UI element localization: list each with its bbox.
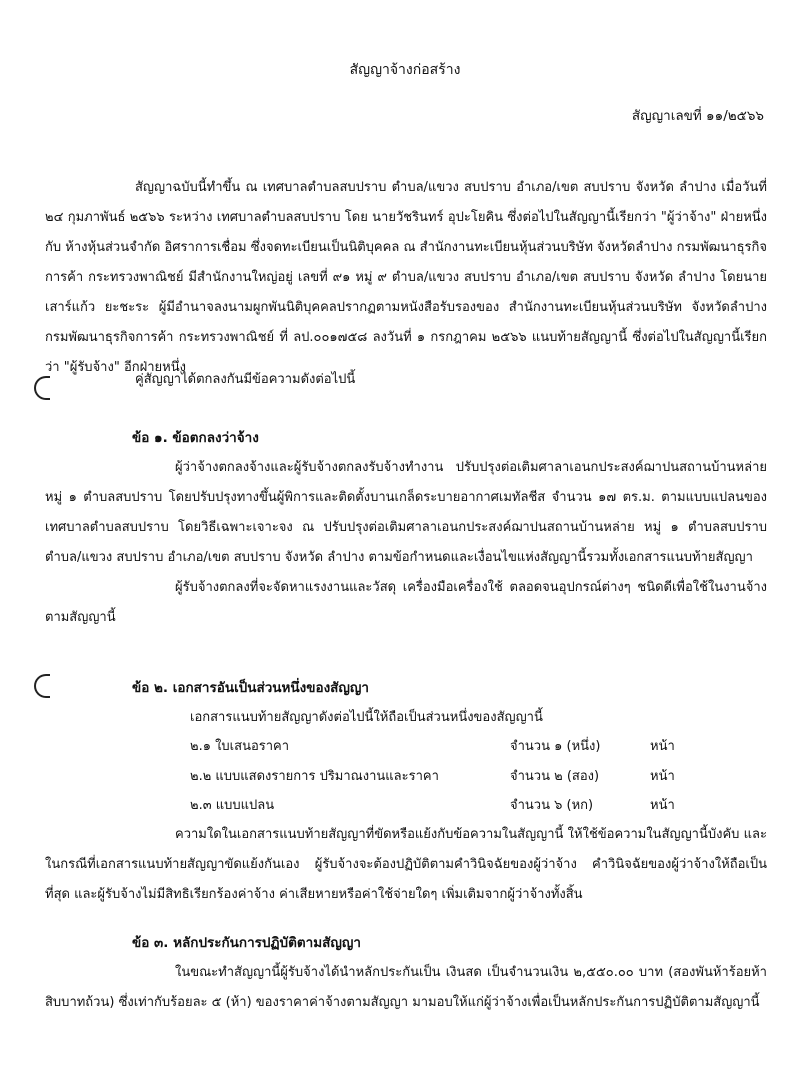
clause-2-intro-row [190,703,710,733]
document-item-quantity: จำนวน ๑ (หนึ่ง) [510,739,601,754]
clause-2-intro: เอกสารแนบท้ายสัญญาดังต่อไปนี้ให้ถือเป็นส่วนหนึ่งของสัญญานี้ [190,710,543,725]
clause-1-body [45,453,767,633]
document-item-quantity: จำนวน ๖ (หก) [510,798,594,813]
document-item-row [190,732,710,762]
clause-1-paragraph-1: ผู้ว่าจ้างตกลงจ้างและผู้รับจ้างตกลงรับจ้างทำงาน ปรับปรุงต่อเติมศาลาเอนกประสงค์ฌาปนสถานบ้านหล่าย หมู่ ๑ ตำบลสบปราบ โดยปรับปรุงทางขึ้นผู้พิการและติดตั้งบานเกล็ดระบายอากาศเมทัลชีส จำนวน ๑๗ ตร.ม. ตามแบบแปลนของเทศบาลตำบลสบปราบ โดยวิธีเฉพาะเจาะจง ณ ปรับปรุงต่อเติมศาลาเอนกประสงค์ฌาปนสถานบ้านหล่าย หมู่ ๑ ตำบลสบปราบ ตำบล/แขวง สบปราบ อำเภอ/เขต สบปราบ จังหวัด ลำปาง ตามข้อกำหนดและเงื่อนไขแห่งสัญญานี้รวมทั้งเอกสารแนบท้ายสัญญา [45,460,767,565]
document-item-row [190,791,710,821]
document-item-unit: หน้า [650,739,675,754]
clause-1-heading: ข้อ ๑. ข้อตกลงว่าจ้าง [132,430,259,446]
clause-3-body [45,958,767,1018]
clause-3-paragraph: ในขณะทำสัญญานี้ผู้รับจ้างได้นำหลักประกันเป็น เงินสด เป็นจำนวนเงิน ๒,๕๕๐.๐๐ บาท (สองพันห้าร้อยห้าสิบบาทถ้วน) ซึ่งเท่ากับร้อยละ ๕ (ห้า) ของราคาค่าจ้างตามสัญญา มามอบให้แก่ผู้ว่าจ้างเพื่อเป็นหลักประกันการปฏิบัติตามสัญญานี้ [45,965,767,1010]
document-title: สัญญาจ้างก่อสร้าง [349,62,461,78]
contract-number: สัญญาเลขที่ ๑๑/๒๕๖๖ [631,108,764,124]
document-item-label: ๒.๓ แบบแปลน [190,798,275,813]
document-item-quantity: จำนวน ๒ (สอง) [510,769,600,784]
preamble-paragraph: สัญญาฉบับนี้ทำขึ้น ณ เทศบาลตำบลสบปราบ ตำบล/แขวง สบปราบ อำเภอ/เขต สบปราบ จังหวัด ลำปาง เมื่อวันที่ ๒๔ กุมภาพันธ์ ๒๕๖๖ ระหว่าง เทศบาลตำบลสบปราบ โดย นายวัชรินทร์ อุปะโยคิน ซึ่งต่อไปในสัญญานี้เรียกว่า "ผู้ว่าจ้าง" ฝ่ายหนึ่ง กับ ห้างหุ้นส่วนจำกัด อิศราการเชื่อม ซึ่งจดทะเบียนเป็นนิติบุคคล ณ สำนักงานทะเบียนหุ้นส่วนบริษัท จังหวัดลำปาง กรมพัฒนาธุรกิจการค้า กระทรวงพาณิชย์ มีสำนักงานใหญ่อยู่ เลขที่ ๙๑ หมู่ ๙ ตำบล/แขวง สบปราบ อำเภอ/เขต สบปราบ จังหวัด ลำปาง โดยนายเสาร์แก้ว ยะชะระ ผู้มีอำนาจลงนามผูกพันนิติบุคคลปรากฏตามหนังสือรับรองของ สำนักงานทะเบียนหุ้นส่วนบริษัท จังหวัดลำปาง กรมพัฒนาธุรกิจการค้า กระทรวงพาณิชย์ ที่ ลป.๐๐๑๗๕๘ ลงวันที่ ๑ กรกฎาคม ๒๕๖๖ แนบท้ายสัญญานี้ ซึ่งต่อไปในสัญญานี้เรียกว่า "ผู้รับจ้าง" อีกฝ่ายหนึ่ง [45,180,767,375]
document-item-label: ๒.๑ ใบเสนอราคา [190,739,290,754]
document-item-row [190,762,710,792]
clause-2-paragraph: ความใดในเอกสารแนบท้ายสัญญาที่ขัดหรือแย้งกับข้อความในสัญญานี้ ให้ใช้ข้อความในสัญญานี้บังคับ และในกรณีที่เอกสารแนบท้ายสัญญาขัดแย้งกันเอง ผู้รับจ้างจะต้องปฏิบัติตามคำวินิจฉัยของผู้ว่าจ้าง คำวินิจฉัยของผู้ว่าจ้างให้ถือเป็นที่สุด และผู้รับจ้างไม่มีสิทธิเรียกร้องค่าจ้าง ค่าเสียหายหรือค่าใช้จ่ายใดๆ เพิ่มเติมจากผู้ว่าจ้างทั้งสิ้น [45,827,767,902]
document-item-label: ๒.๒ แบบแสดงรายการ ปริมาณงานและราคา [190,769,439,784]
preamble-block [45,173,767,383]
clause-1-paragraph-2: ผู้รับจ้างตกลงที่จะจัดหาแรงงานและวัสดุ เครื่องมือเครื่องใช้ ตลอดจนอุปกรณ์ต่างๆ ชนิดดีเพื่อใช้ในงานจ้างตามสัญญานี้ [45,580,767,625]
clause-3-heading: ข้อ ๓. หลักประกันการปฏิบัติตามสัญญา [132,935,361,951]
clause-2-body [45,820,767,910]
document-item-unit: หน้า [650,769,675,784]
clause-2-heading: ข้อ ๒. เอกสารอันเป็นส่วนหนึ่งของสัญญา [132,680,370,696]
document-item-unit: หน้า [650,798,675,813]
punch-hole-mark [34,674,50,698]
agreement-intro-block [45,365,767,395]
agreement-intro: คู่สัญญาได้ตกลงกันมีข้อความดังต่อไปนี้ [135,372,356,387]
